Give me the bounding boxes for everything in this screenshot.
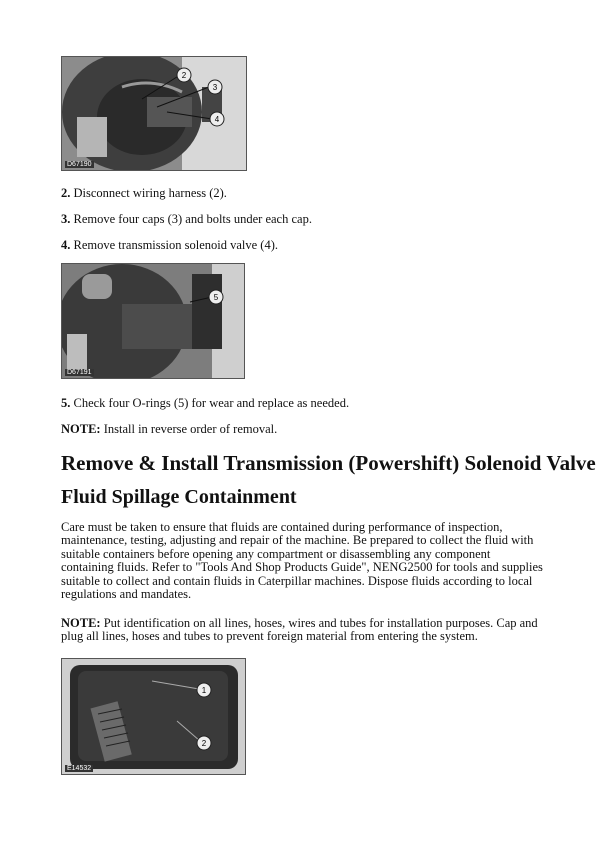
callout-2: 2 — [181, 71, 187, 80]
note-text: Install in reverse order of removal. — [100, 422, 278, 436]
step-number: 5. — [61, 396, 71, 410]
photo-valve-body — [62, 264, 244, 378]
note-label: NOTE: — [61, 616, 101, 630]
note-text: Put identification on all lines, hoses, wires and tubes for installation purposes. Cap and plug all lines, hoses and tubes to prevent foreign material from entering the system. — [61, 616, 538, 644]
step-number: 3. — [61, 212, 71, 226]
step-number: 4. — [61, 238, 71, 252]
step-text: Disconnect wiring harness (2). — [70, 186, 227, 200]
figure-id: D67190 — [67, 161, 92, 168]
step-4 — [61, 238, 278, 253]
figure-id: E14532 — [67, 765, 92, 772]
step-number: 2. — [61, 186, 71, 200]
note-label: NOTE: — [61, 422, 101, 436]
step-2 — [61, 186, 227, 201]
callout-4: 4 — [214, 115, 220, 124]
callout-1: 1 — [201, 686, 207, 695]
step-3 — [61, 212, 312, 227]
figure-solenoid-valve-top — [61, 56, 247, 171]
step-text: Remove transmission solenoid valve (4). — [70, 238, 278, 252]
paragraph-fluid-containment: Care must be taken to ensure that fluids are contained during performance of inspection, maintenance, testing, adjusting and repair of the machine. Be prepared to collect the fluid with suitable containers before opening any compartment or disassembling any component containing fluids. Refer to "Tools And Shop Products Guide", NENG2500 for tools and supplies suitable to collect and contain fluids in Caterpillar machines. Dispose fluids according to local regulations and mandates. — [61, 520, 543, 602]
figure-id: D67191 — [67, 369, 92, 376]
figure-o-rings — [61, 263, 245, 379]
callout-3: 3 — [212, 83, 218, 92]
photo-cab-floor — [62, 659, 245, 774]
callout-2: 2 — [201, 739, 207, 748]
step-text: Remove four caps (3) and bolts under each cap. — [70, 212, 312, 226]
step-text: Check four O-rings (5) for wear and replace as needed. — [70, 396, 350, 410]
section-heading: Remove & Install Transmission (Powershift) Solenoid Valve — [61, 451, 596, 475]
step-5 — [61, 396, 349, 411]
photo-transmission-compartment — [62, 57, 246, 170]
subsection-heading: Fluid Spillage Containment — [61, 486, 297, 508]
note-install — [61, 422, 277, 437]
callout-5: 5 — [213, 293, 219, 302]
figure-floor-compartment — [61, 658, 246, 775]
note-identification — [61, 617, 543, 644]
